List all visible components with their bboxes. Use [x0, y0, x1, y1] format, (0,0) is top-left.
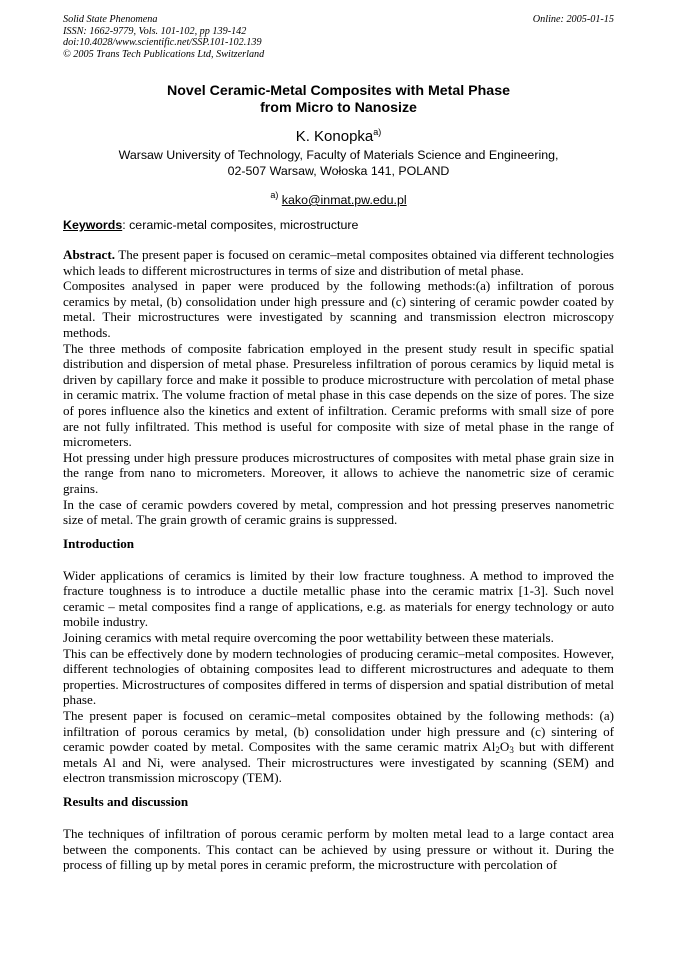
doi-line: doi:10.4028/www.scientific.net/SSP.101-102.139: [63, 37, 262, 48]
copyright-line: © 2005 Trans Tech Publications Ltd, Switzerland: [63, 48, 265, 60]
intro-paragraph-3: This can be effectively done by modern technologies of producing ceramic–metal composites. However, different technologies of obtaining composites lead to different microstructures and adequate to them properties. Microstructures of composites differed in terms of dispersion and spatial distribution of metal phase.: [63, 645, 614, 708]
title-line-1: Novel Ceramic-Metal Composites with Metal Phase: [167, 83, 510, 99]
journal-name: Solid State Phenomena: [63, 14, 158, 25]
results-paragraph-1: The techniques of infiltration of porous ceramic perform by molten metal lead to a large contact area between the components. This contact can be achieved by using pressure or without it. During the process of filling up by metal pores in ceramic preform, the microstructure with percolation of: [63, 826, 614, 873]
abstract-label: Abstract.: [63, 247, 115, 262]
results-section: [63, 826, 614, 873]
author: [63, 123, 614, 146]
keywords: [63, 218, 614, 233]
email-line: [63, 188, 614, 208]
affiliation-line-1: Warsaw University of Technology, Faculty of Materials Science and Engineering,: [118, 148, 559, 162]
journal-header: [63, 14, 614, 60]
intro-paragraph-2: Joining ceramics with metal require overcoming the poor wettability between these materials.: [63, 630, 554, 646]
abstract-paragraph-4: Hot pressing under high pressure produces microstructures of composites with metal phase grain size in the range from nano to micrometers. Moreover, it allows to achieve the nanometric size of ceramic grains.: [63, 449, 614, 496]
results-heading: Results and discussion: [63, 794, 189, 809]
abstract: [63, 247, 614, 528]
affiliation-line-2: 02-507 Warsaw, Wołoska 141, POLAND: [227, 164, 450, 178]
intro-paragraph-1: Wider applications of ceramics is limited by their low fracture toughness. A method to improved the fracture toughness is to introduce a ductile metallic phase into the ceramic matrix [1-3]. Such novel ceramic – metal composites find a range of applications, e.g. as materials for energy technology or auto mobile industry.: [63, 567, 614, 630]
intro-paragraph-4: The present paper is focused on ceramic–metal composites obtained by the following methods: (a) infiltration of porous ceramics by metal, (b) consolidation under high pressure and (c) sintering of ceramic powder coated by metal. Composites with the same ceramic matrix $Al_2O_3$ but with different metals Al and Ni, were analysed. Their microstructures were investigated by scanning (SEM) and electron transmission microscopy (TEM).: [63, 708, 614, 786]
affiliation: [63, 147, 614, 179]
abstract-paragraph-3: The three methods of composite fabrication employed in the present study result in specific spatial distribution and dispersion of metal phase. Presureless infiltration of porous ceramics by liquid metal is driven by capillary force and make it possible to produce microstructure with percolation of metal phase in ceramic matrix. The volume fraction of metal phase in this case depends on the size of pores. The size of pores influence also the kinetics and extent of infiltration. Ceramic preforms with small size of pore are not fully infiltrated. This method is useful for composite with size of metal phase in the range of micrometers.: [63, 340, 614, 450]
issn-line: ISSN: 1662-9779, Vols. 101-102, pp 139-142: [63, 25, 247, 37]
paper-page: [63, 14, 614, 873]
abstract-paragraph-2: Composites analysed in paper were produced by the following methods:(a) infiltration of porous ceramics by metal, (b) consolidation under high pressure and (c) sintering of ceramic powder coated by metal. Their microstructures were investigated by scanning and transmission electron microscopy methods.: [63, 278, 614, 340]
title-line-2: from Micro to Nanosize: [260, 100, 417, 116]
email-link[interactable]: kako@inmat.pw.edu.pl: [281, 193, 407, 207]
author-footnote-mark: a): [373, 127, 382, 137]
abstract-paragraph-5: In the case of ceramic powders covered by metal, compression and hot pressing preserves nanometric size of metal. The grain growth of ceramic grains is suppressed.: [63, 496, 614, 528]
introduction-section: [63, 568, 614, 786]
introduction-heading: Introduction: [63, 535, 135, 551]
online-date: Online: 2005-01-15: [532, 14, 614, 25]
keywords-text: : ceramic-metal composites, microstructure: [122, 218, 359, 232]
author-name: K. Konopka: [295, 128, 374, 145]
abstract-paragraph-1: Abstract. The present paper is focused on ceramic–metal composites obtained via different technologies which leads to different microstructures in terms of size and distribution of metal phase.: [63, 247, 614, 278]
email-footnote-mark: a): [270, 190, 279, 200]
keywords-label: Keywords: [63, 218, 123, 232]
paper-title: [63, 83, 614, 117]
